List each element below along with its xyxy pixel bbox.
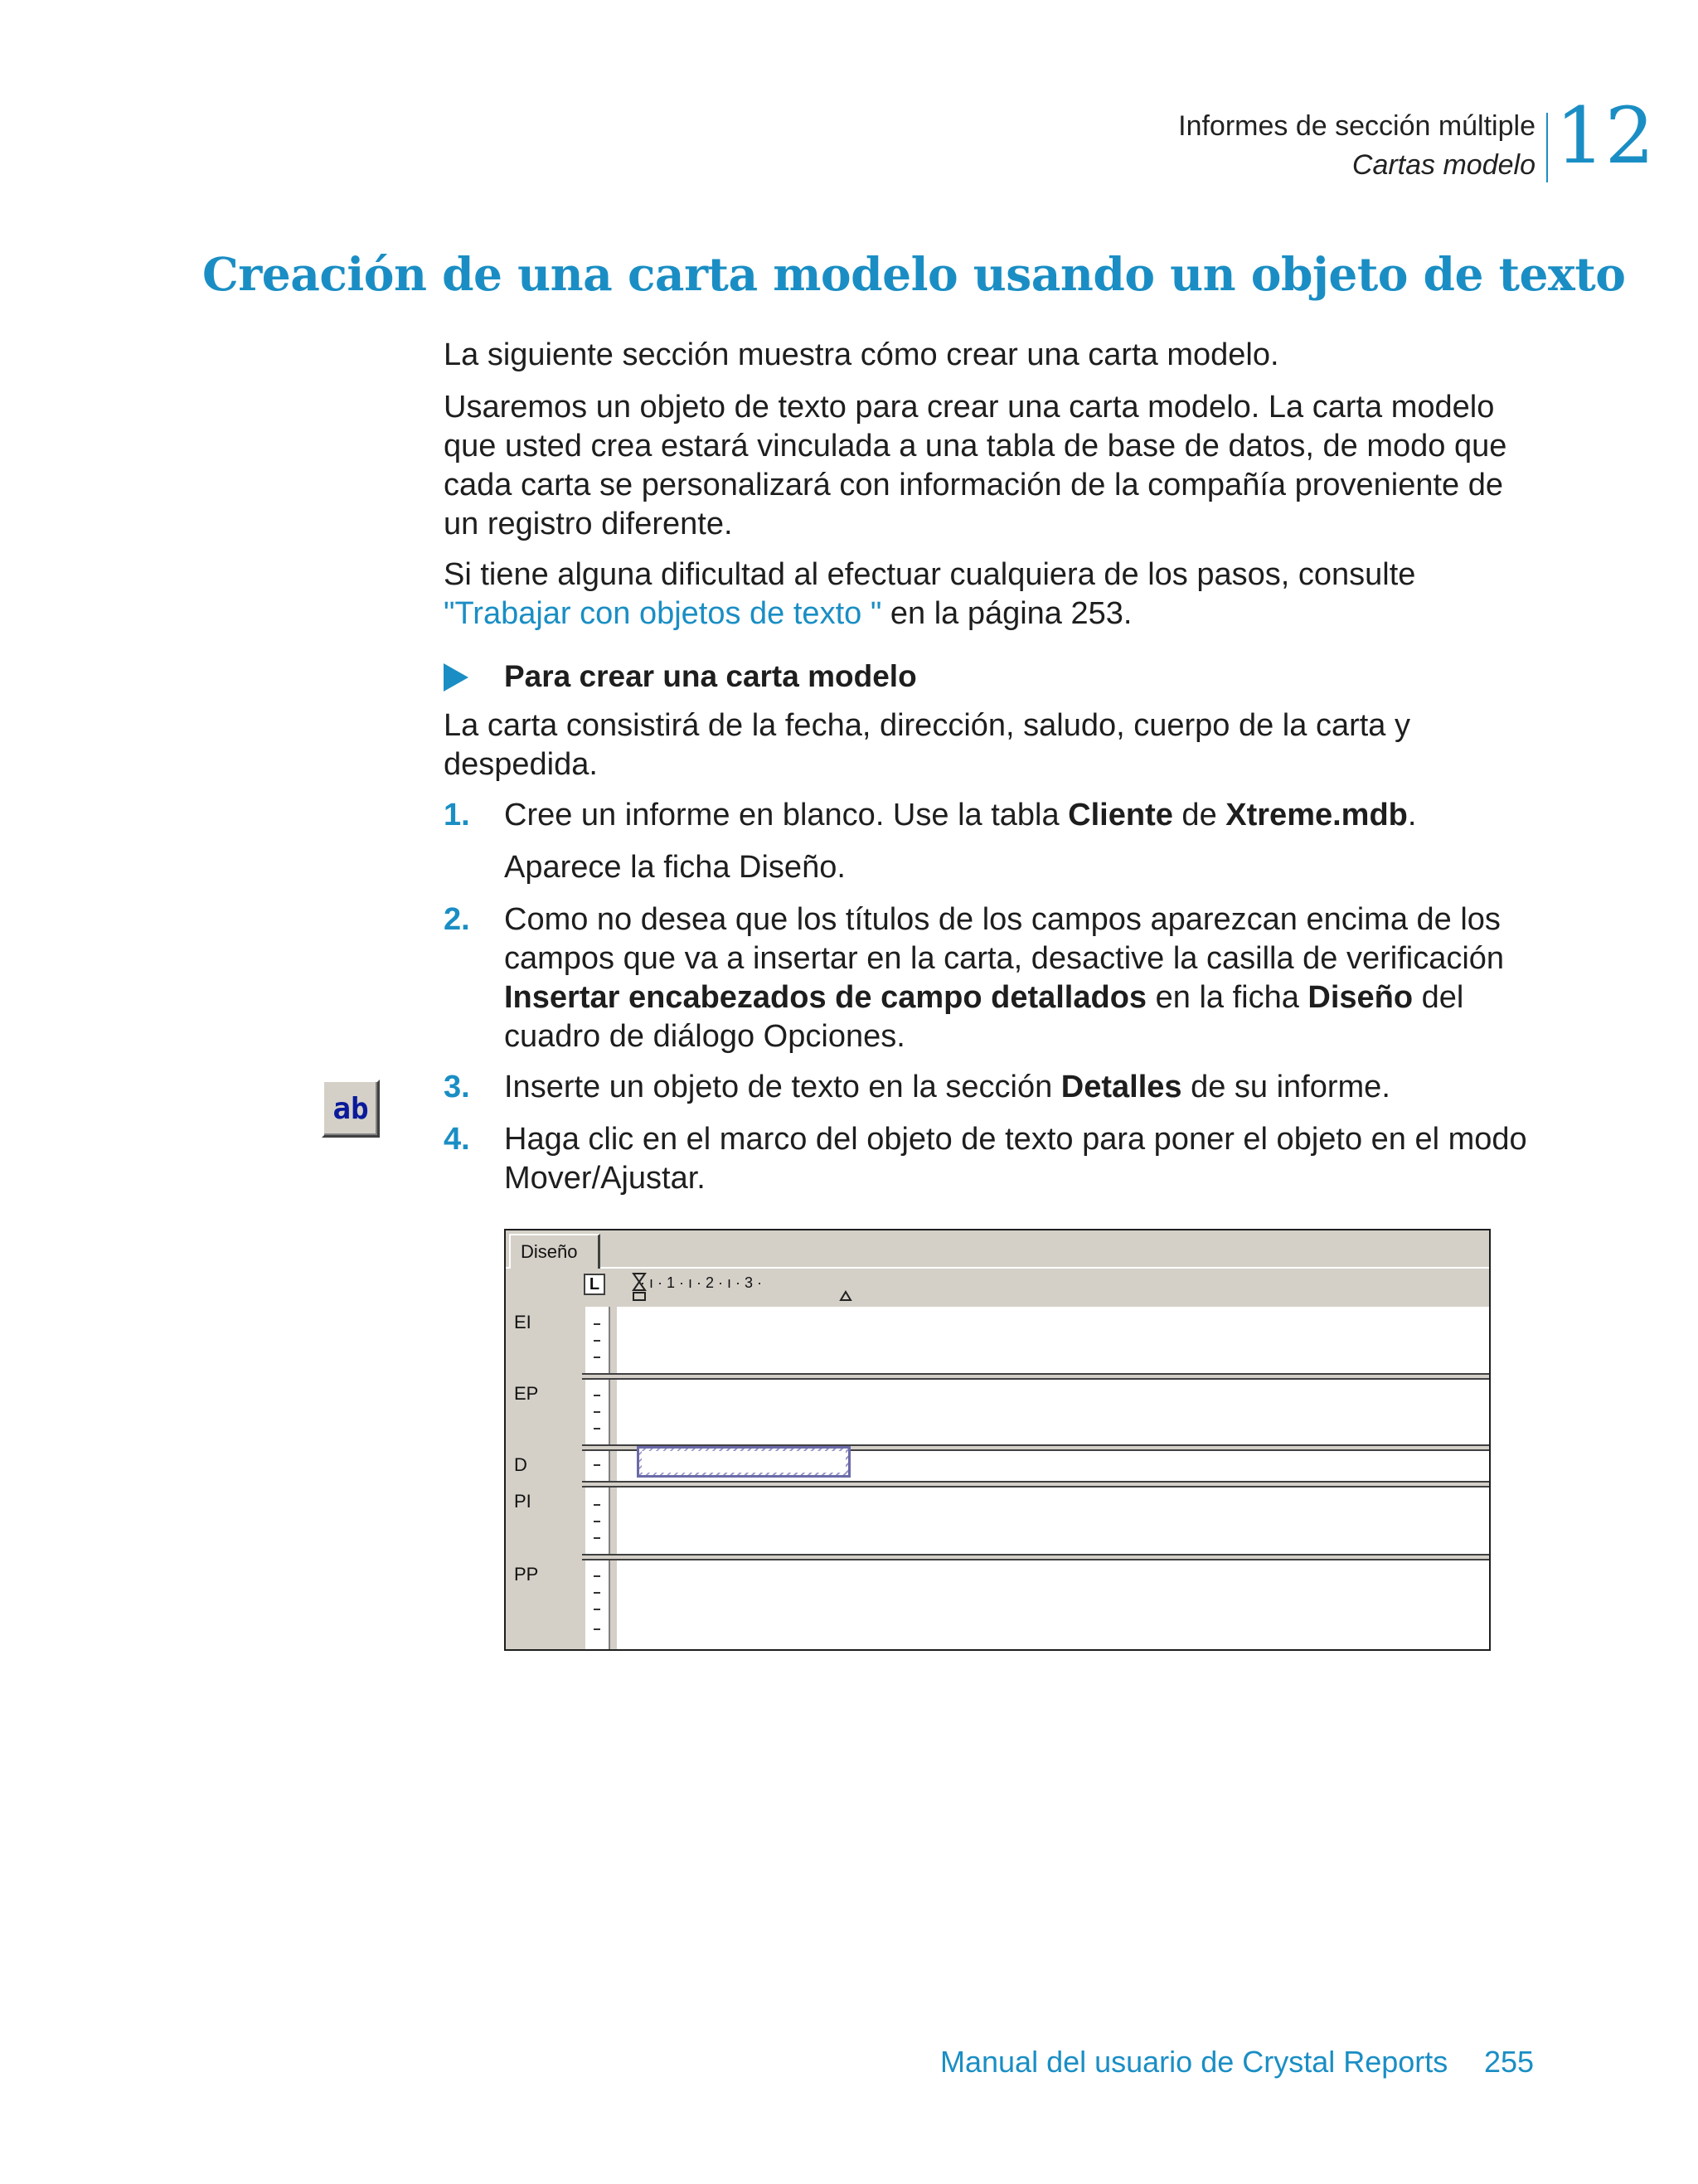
ruler-tick [594, 1521, 600, 1522]
section-divider[interactable] [582, 1554, 1489, 1560]
section-canvas-page-header[interactable] [617, 1380, 1489, 1444]
design-view-screenshot [504, 1229, 1491, 1651]
section-divider[interactable] [582, 1373, 1489, 1380]
chapter-number: 12 [1555, 91, 1655, 182]
ruler-tick [594, 1411, 600, 1413]
right-indent-marker-icon [841, 1292, 851, 1300]
ruler-tick [594, 1592, 600, 1594]
reference-text: Si tiene alguna dificultad al efectuar cualquiera de los pasos, consulte [444, 557, 1416, 592]
text-object-icon: ab [322, 1080, 380, 1138]
ruler-marker-icons[interactable] [632, 1272, 856, 1305]
section-label[interactable]: D [514, 1454, 527, 1475]
step-text: Cree un informe en blanco. Use la tabla Cliente de Xtreme.mdb. [504, 798, 1417, 832]
step-text: Haga clic en el marco del objeto de texto para poner el objeto en el modo Mover/Ajustar. [504, 1122, 1527, 1196]
paragraph-reference [444, 556, 1538, 633]
section-label[interactable]: EP [514, 1383, 539, 1404]
ruler-corner-button[interactable]: L [584, 1274, 605, 1295]
section-label-column [506, 1307, 582, 1649]
reference-page-text: en la página 253. [881, 596, 1133, 631]
ruler-tick [594, 1537, 600, 1539]
ruler-tick [594, 1357, 600, 1358]
step-number: 4. [444, 1122, 470, 1157]
step-result: Aparece la ficha Diseño. [504, 850, 846, 885]
paragraph-description: Usaremos un objeto de texto para crear una carta modelo. La carta modelo que usted crea estará vinculada a una tabla de base de datos, de modo que cada carta se personalizará con información de la compañía proveniente de un registro diferente. [444, 390, 1507, 541]
section-canvas-report-header[interactable] [617, 1307, 1489, 1373]
footer-page-number: 255 [1484, 2045, 1535, 2079]
section-canvas-report-footer[interactable] [617, 1488, 1489, 1554]
section-divider[interactable] [582, 1481, 1489, 1488]
procedure-intro: La carta consistirá de la fecha, dirección, saludo, cuerpo de la carta y despedida. [444, 708, 1410, 782]
ruler-marks: ·ı·1·ı·2·ı·3· [640, 1274, 766, 1291]
step-number: 3. [444, 1070, 470, 1104]
section-label[interactable]: EI [514, 1312, 531, 1332]
step-text: Inserte un objeto de texto en la sección Detalles de su informe. [504, 1070, 1390, 1104]
procedure-arrow-icon [444, 663, 468, 692]
ruler-tick [594, 1340, 600, 1342]
ruler-tick [594, 1575, 600, 1577]
text-object-body[interactable] [642, 1451, 846, 1473]
section-label[interactable]: PI [514, 1491, 531, 1512]
ruler-tick [594, 1628, 600, 1630]
footer-manual-title: Manual del usuario de Crystal Reports [940, 2045, 1448, 2079]
step-text: Como no desea que los títulos de los campos aparezcan encima de los campos que va a insertar en la carta, desactive la casilla de verificación Insertar encabezados de campo detallados en la ficha Diseño del cuadro de diálogo Opciones. [504, 902, 1505, 1054]
ruler-tick [594, 1504, 600, 1506]
step-number: 1. [444, 798, 470, 832]
step-number: 2. [444, 902, 470, 937]
running-header-subsection: Cartas modelo [1351, 149, 1535, 181]
hanging-marker-icon [633, 1293, 645, 1300]
paragraph-intro: La siguiente sección muestra cómo crear una carta modelo. [444, 337, 1279, 372]
tab-design[interactable]: Diseño [509, 1234, 600, 1269]
header-divider [1546, 113, 1548, 182]
running-header-section: Informes de sección múltiple [1178, 110, 1535, 142]
procedure-title: Para crear una carta modelo [504, 659, 917, 693]
cross-reference-link[interactable]: "Trabajar con objetos de texto " [444, 596, 882, 631]
ruler-tick [594, 1609, 600, 1610]
page-title: Creación de una carta modelo usando un objeto de texto [202, 247, 1626, 301]
ruler-tick [594, 1464, 600, 1466]
section-canvas-page-footer[interactable] [617, 1560, 1489, 1649]
ruler-tick [594, 1395, 600, 1396]
first-line-marker-icon [633, 1282, 645, 1290]
tab-bar [506, 1230, 1489, 1269]
ruler-tick [594, 1428, 600, 1429]
ruler-tick [594, 1323, 600, 1325]
section-label[interactable]: PP [514, 1564, 539, 1585]
